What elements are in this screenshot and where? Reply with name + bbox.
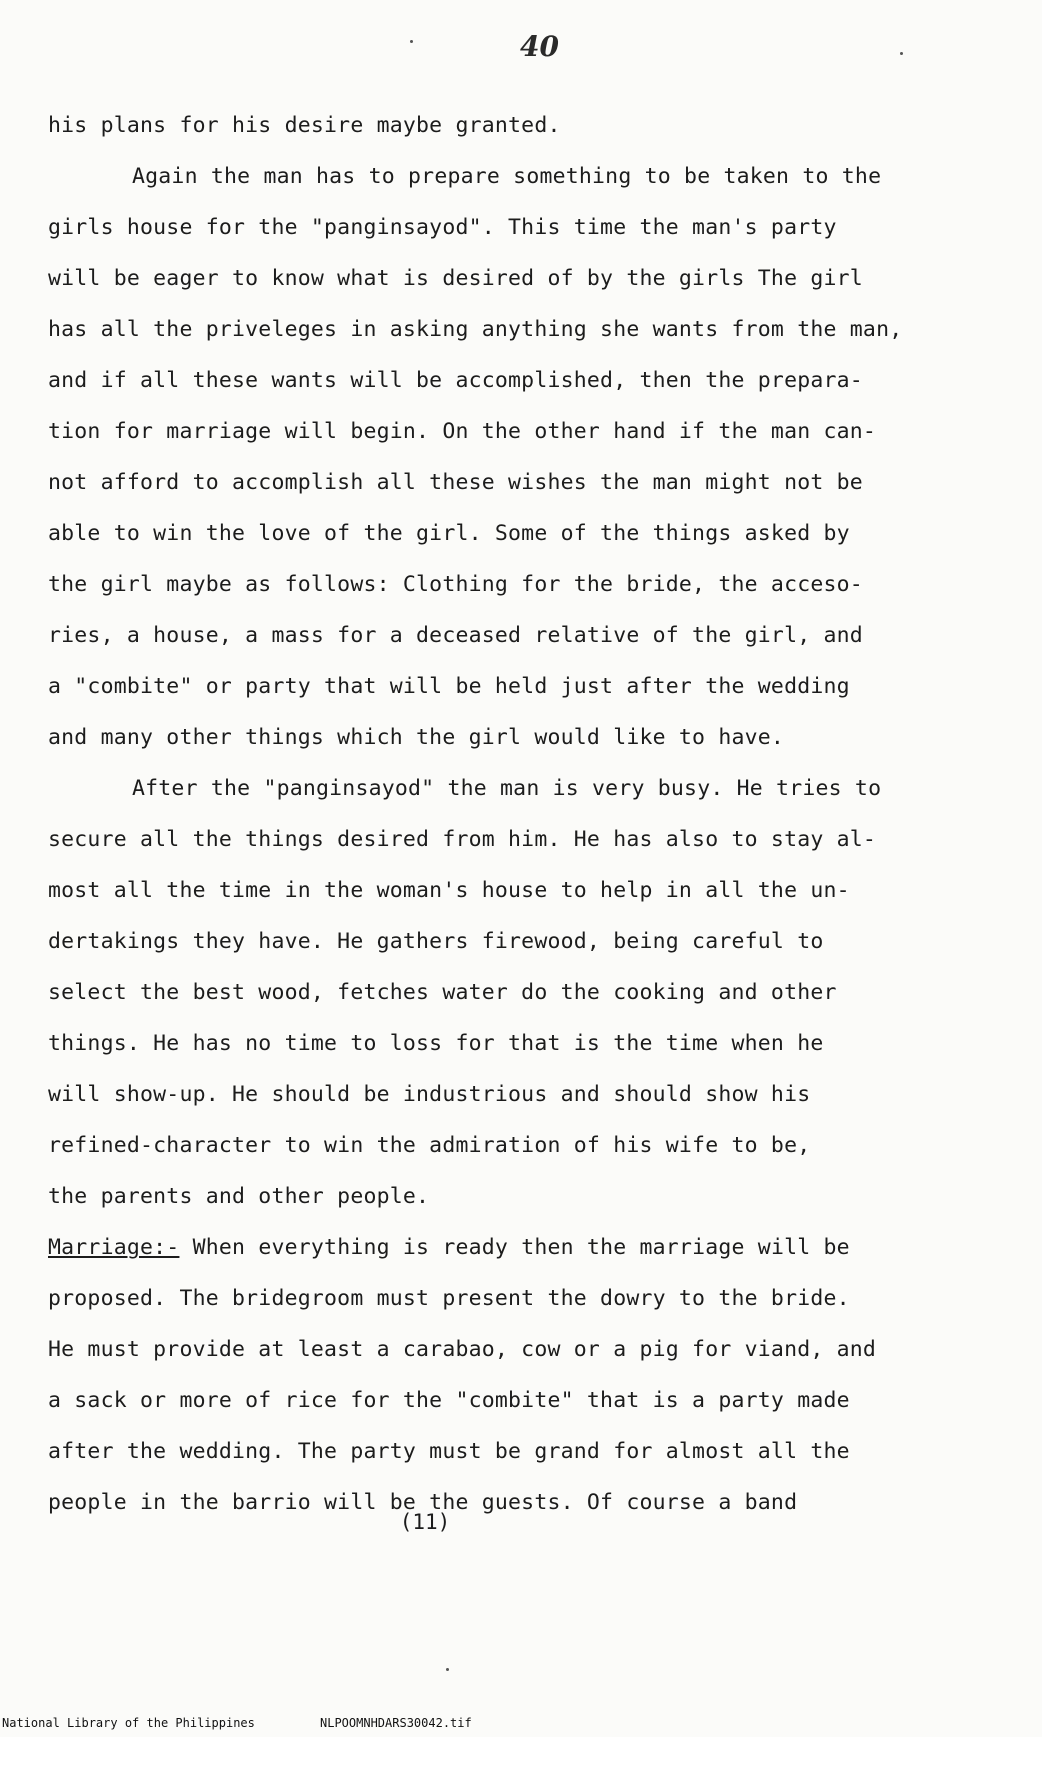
scan-speck — [900, 52, 903, 55]
footer-library: National Library of the Philippines — [2, 1716, 255, 1730]
text-line: Again the man has to prepare something to be taken to the — [132, 164, 882, 189]
text-line: girls house for the "panginsayod". This time the man's party — [48, 215, 837, 240]
scan-footer — [0, 1716, 1042, 1772]
text-line: people in the barrio will be the guests. Of course a band — [48, 1490, 798, 1515]
text-line: He must provide at least a carabao, cow or a pig for viand, and — [48, 1337, 877, 1362]
text-line: not afford to accomplish all these wishes the man might not be — [48, 470, 863, 495]
text-line: will show-up. He should be industrious and should show his — [48, 1082, 811, 1107]
footer-filename: NLPOOMNHDARS30042.tif — [320, 1716, 472, 1730]
text-line: tion for marriage will begin. On the other hand if the man can- — [48, 419, 877, 444]
text-line: able to win the love of the girl. Some of the things asked by — [48, 521, 850, 546]
scan-speck — [410, 40, 413, 43]
marriage-line-text: When everything is ready then the marriage will be — [192, 1235, 850, 1260]
text-line-marriage — [48, 1222, 998, 1273]
handwritten-page-number: 40 — [520, 30, 559, 63]
text-line: most all the time in the woman's house to help in all the un- — [48, 878, 850, 903]
typed-page-number: (11) — [399, 1510, 451, 1534]
text-line: after the wedding. The party must be grand for almost all the — [48, 1439, 850, 1464]
text-line: a "combite" or party that will be held just after the wedding — [48, 674, 850, 699]
text-line: secure all the things desired from him. He has also to stay al- — [48, 827, 877, 852]
marriage-heading: Marriage:- — [48, 1235, 180, 1260]
text-line: After the "panginsayod" the man is very busy. He tries to — [132, 776, 882, 801]
text-line: proposed. The bridegroom must present the dowry to the bride. — [48, 1286, 850, 1311]
text-line: select the best wood, fetches water do the cooking and other — [48, 980, 837, 1005]
text-line: the parents and other people. — [48, 1184, 430, 1209]
text-line: dertakings they have. He gathers firewood, being careful to — [48, 929, 824, 954]
text-line: will be eager to know what is desired of by the girls The girl — [48, 266, 863, 291]
scan-speck — [446, 1668, 449, 1671]
text-line: ries, a house, a mass for a deceased relative of the girl, and — [48, 623, 863, 648]
text-line: and if all these wants will be accomplished, then the prepara- — [48, 368, 863, 393]
text-line: has all the priveleges in asking anything she wants from the man, — [48, 317, 903, 342]
text-line: a sack or more of rice for the "combite" that is a party made — [48, 1388, 850, 1413]
text-line: his plans for his desire maybe granted. — [48, 113, 561, 138]
text-line: and many other things which the girl would like to have. — [48, 725, 785, 750]
typed-body-text — [48, 100, 998, 1528]
text-line: refined-character to win the admiration of his wife to be, — [48, 1133, 811, 1158]
text-line: the girl maybe as follows: Clothing for the bride, the acceso- — [48, 572, 863, 597]
text-line: things. He has no time to loss for that is the time when he — [48, 1031, 824, 1056]
